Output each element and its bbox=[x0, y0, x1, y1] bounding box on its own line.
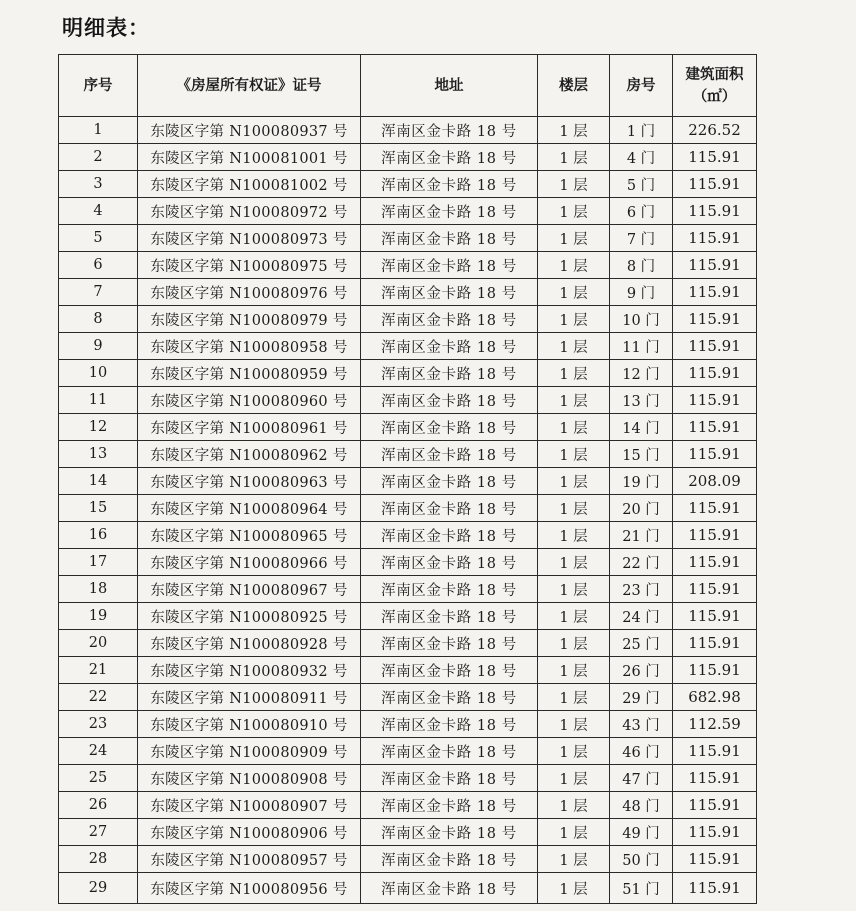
cell-cert: 东陵区字第 N100080960 号 bbox=[138, 387, 361, 414]
cell-room: 4 门 bbox=[610, 144, 673, 171]
cell-floor: 1 层 bbox=[538, 360, 610, 387]
cell-index: 5 bbox=[59, 225, 138, 252]
cell-area: 682.98 bbox=[673, 684, 757, 711]
cell-cert: 东陵区字第 N100080966 号 bbox=[138, 549, 361, 576]
cell-cert: 东陵区字第 N100080963 号 bbox=[138, 468, 361, 495]
cell-area: 115.91 bbox=[673, 279, 757, 306]
cell-index: 16 bbox=[59, 522, 138, 549]
cell-floor: 1 层 bbox=[538, 198, 610, 225]
table-row bbox=[59, 117, 757, 144]
cell-index: 25 bbox=[59, 765, 138, 792]
cell-area: 115.91 bbox=[673, 738, 757, 765]
cell-floor: 1 层 bbox=[538, 252, 610, 279]
cell-cert: 东陵区字第 N100080925 号 bbox=[138, 603, 361, 630]
cell-index: 26 bbox=[59, 792, 138, 819]
cell-room: 15 门 bbox=[610, 441, 673, 468]
cell-address: 浑南区金卡路 18 号 bbox=[361, 414, 538, 441]
cell-floor: 1 层 bbox=[538, 387, 610, 414]
cell-area: 226.52 bbox=[673, 117, 757, 144]
cell-area: 115.91 bbox=[673, 333, 757, 360]
header-floor: 楼层 bbox=[538, 55, 610, 117]
table-row bbox=[59, 279, 757, 306]
cell-room: 5 门 bbox=[610, 171, 673, 198]
cell-floor: 1 层 bbox=[538, 441, 610, 468]
cell-index: 17 bbox=[59, 549, 138, 576]
cell-cert: 东陵区字第 N100080907 号 bbox=[138, 792, 361, 819]
cell-address: 浑南区金卡路 18 号 bbox=[361, 225, 538, 252]
table-row bbox=[59, 225, 757, 252]
cell-room: 1 门 bbox=[610, 117, 673, 144]
cell-floor: 1 层 bbox=[538, 819, 610, 846]
cell-index: 12 bbox=[59, 414, 138, 441]
cell-index: 8 bbox=[59, 306, 138, 333]
cell-area: 115.91 bbox=[673, 846, 757, 873]
cell-floor: 1 层 bbox=[538, 306, 610, 333]
table-row bbox=[59, 171, 757, 198]
cell-room: 50 门 bbox=[610, 846, 673, 873]
cell-address: 浑南区金卡路 18 号 bbox=[361, 738, 538, 765]
cell-area: 115.91 bbox=[673, 792, 757, 819]
cell-index: 29 bbox=[59, 873, 138, 904]
table-row bbox=[59, 657, 757, 684]
cell-area: 115.91 bbox=[673, 576, 757, 603]
table-row bbox=[59, 495, 757, 522]
cell-index: 13 bbox=[59, 441, 138, 468]
table-row bbox=[59, 468, 757, 495]
table-row bbox=[59, 414, 757, 441]
cell-address: 浑南区金卡路 18 号 bbox=[361, 765, 538, 792]
cell-room: 25 门 bbox=[610, 630, 673, 657]
cell-floor: 1 层 bbox=[538, 144, 610, 171]
cell-floor: 1 层 bbox=[538, 549, 610, 576]
cell-area: 208.09 bbox=[673, 468, 757, 495]
cell-address: 浑南区金卡路 18 号 bbox=[361, 252, 538, 279]
cell-address: 浑南区金卡路 18 号 bbox=[361, 171, 538, 198]
cell-floor: 1 层 bbox=[538, 576, 610, 603]
cell-room: 26 门 bbox=[610, 657, 673, 684]
cell-index: 27 bbox=[59, 819, 138, 846]
cell-index: 7 bbox=[59, 279, 138, 306]
cell-area: 115.91 bbox=[673, 360, 757, 387]
cell-floor: 1 层 bbox=[538, 603, 610, 630]
cell-index: 3 bbox=[59, 171, 138, 198]
cell-floor: 1 层 bbox=[538, 522, 610, 549]
header-row bbox=[59, 55, 757, 117]
cell-floor: 1 层 bbox=[538, 738, 610, 765]
table-row bbox=[59, 765, 757, 792]
cell-address: 浑南区金卡路 18 号 bbox=[361, 387, 538, 414]
cell-area: 115.91 bbox=[673, 171, 757, 198]
table-row bbox=[59, 819, 757, 846]
table-row bbox=[59, 792, 757, 819]
cell-cert: 东陵区字第 N100080976 号 bbox=[138, 279, 361, 306]
cell-floor: 1 层 bbox=[538, 414, 610, 441]
cell-area: 115.91 bbox=[673, 414, 757, 441]
cell-address: 浑南区金卡路 18 号 bbox=[361, 657, 538, 684]
cell-room: 19 门 bbox=[610, 468, 673, 495]
cell-room: 43 门 bbox=[610, 711, 673, 738]
cell-address: 浑南区金卡路 18 号 bbox=[361, 522, 538, 549]
table-row bbox=[59, 252, 757, 279]
cell-address: 浑南区金卡路 18 号 bbox=[361, 630, 538, 657]
cell-floor: 1 层 bbox=[538, 117, 610, 144]
cell-address: 浑南区金卡路 18 号 bbox=[361, 711, 538, 738]
table-row bbox=[59, 198, 757, 225]
cell-area: 115.91 bbox=[673, 873, 757, 904]
cell-index: 2 bbox=[59, 144, 138, 171]
cell-room: 13 门 bbox=[610, 387, 673, 414]
header-area-label: 建筑面积 bbox=[685, 66, 744, 83]
cell-cert: 东陵区字第 N100080965 号 bbox=[138, 522, 361, 549]
cell-floor: 1 层 bbox=[538, 684, 610, 711]
page-title: 明细表： bbox=[62, 16, 150, 40]
cell-index: 19 bbox=[59, 603, 138, 630]
cell-cert: 东陵区字第 N100080959 号 bbox=[138, 360, 361, 387]
cell-index: 10 bbox=[59, 360, 138, 387]
cell-address: 浑南区金卡路 18 号 bbox=[361, 495, 538, 522]
cell-floor: 1 层 bbox=[538, 225, 610, 252]
cell-area: 115.91 bbox=[673, 225, 757, 252]
table-row bbox=[59, 144, 757, 171]
cell-address: 浑南区金卡路 18 号 bbox=[361, 198, 538, 225]
cell-address: 浑南区金卡路 18 号 bbox=[361, 792, 538, 819]
cell-floor: 1 层 bbox=[538, 495, 610, 522]
cell-cert: 东陵区字第 N100080979 号 bbox=[138, 306, 361, 333]
cell-floor: 1 层 bbox=[538, 171, 610, 198]
cell-address: 浑南区金卡路 18 号 bbox=[361, 846, 538, 873]
cell-cert: 东陵区字第 N100080957 号 bbox=[138, 846, 361, 873]
cell-area: 115.91 bbox=[673, 495, 757, 522]
table-row bbox=[59, 387, 757, 414]
cell-index: 18 bbox=[59, 576, 138, 603]
table-row bbox=[59, 576, 757, 603]
cell-room: 14 门 bbox=[610, 414, 673, 441]
cell-cert: 东陵区字第 N100080962 号 bbox=[138, 441, 361, 468]
cell-room: 29 门 bbox=[610, 684, 673, 711]
cell-address: 浑南区金卡路 18 号 bbox=[361, 441, 538, 468]
cell-address: 浑南区金卡路 18 号 bbox=[361, 549, 538, 576]
cell-cert: 东陵区字第 N100081002 号 bbox=[138, 171, 361, 198]
cell-index: 11 bbox=[59, 387, 138, 414]
cell-area: 115.91 bbox=[673, 765, 757, 792]
cell-address: 浑南区金卡路 18 号 bbox=[361, 873, 538, 904]
cell-index: 15 bbox=[59, 495, 138, 522]
cell-index: 9 bbox=[59, 333, 138, 360]
cell-cert: 东陵区字第 N100080967 号 bbox=[138, 576, 361, 603]
cell-area: 112.59 bbox=[673, 711, 757, 738]
cell-floor: 1 层 bbox=[538, 630, 610, 657]
table-row bbox=[59, 738, 757, 765]
header-cert: 《房屋所有权证》证号 bbox=[138, 55, 361, 117]
cell-address: 浑南区金卡路 18 号 bbox=[361, 360, 538, 387]
cell-address: 浑南区金卡路 18 号 bbox=[361, 576, 538, 603]
cell-area: 115.91 bbox=[673, 306, 757, 333]
cell-area: 115.91 bbox=[673, 198, 757, 225]
table-row bbox=[59, 684, 757, 711]
cell-cert: 东陵区字第 N100080937 号 bbox=[138, 117, 361, 144]
cell-cert: 东陵区字第 N100080975 号 bbox=[138, 252, 361, 279]
cell-address: 浑南区金卡路 18 号 bbox=[361, 684, 538, 711]
cell-index: 21 bbox=[59, 657, 138, 684]
cell-room: 7 门 bbox=[610, 225, 673, 252]
cell-room: 8 门 bbox=[610, 252, 673, 279]
header-room: 房号 bbox=[610, 55, 673, 117]
cell-cert: 东陵区字第 N100080932 号 bbox=[138, 657, 361, 684]
table-row bbox=[59, 441, 757, 468]
cell-cert: 东陵区字第 N100080972 号 bbox=[138, 198, 361, 225]
cell-room: 48 门 bbox=[610, 792, 673, 819]
cell-room: 12 门 bbox=[610, 360, 673, 387]
cell-cert: 东陵区字第 N100080910 号 bbox=[138, 711, 361, 738]
header-area-unit: （㎡） bbox=[692, 88, 737, 105]
cell-cert: 东陵区字第 N100080909 号 bbox=[138, 738, 361, 765]
table-row bbox=[59, 711, 757, 738]
cell-address: 浑南区金卡路 18 号 bbox=[361, 468, 538, 495]
cell-room: 46 门 bbox=[610, 738, 673, 765]
cell-address: 浑南区金卡路 18 号 bbox=[361, 603, 538, 630]
cell-cert: 东陵区字第 N100080958 号 bbox=[138, 333, 361, 360]
cell-room: 51 门 bbox=[610, 873, 673, 904]
cell-cert: 东陵区字第 N100080906 号 bbox=[138, 819, 361, 846]
cell-floor: 1 层 bbox=[538, 279, 610, 306]
cell-cert: 东陵区字第 N100080928 号 bbox=[138, 630, 361, 657]
cell-index: 14 bbox=[59, 468, 138, 495]
cell-index: 22 bbox=[59, 684, 138, 711]
header-index: 序号 bbox=[59, 55, 138, 117]
cell-address: 浑南区金卡路 18 号 bbox=[361, 333, 538, 360]
cell-index: 28 bbox=[59, 846, 138, 873]
cell-cert: 东陵区字第 N100080911 号 bbox=[138, 684, 361, 711]
cell-floor: 1 层 bbox=[538, 846, 610, 873]
cell-floor: 1 层 bbox=[538, 792, 610, 819]
cell-cert: 东陵区字第 N100081001 号 bbox=[138, 144, 361, 171]
cell-room: 21 门 bbox=[610, 522, 673, 549]
cell-floor: 1 层 bbox=[538, 468, 610, 495]
cell-area: 115.91 bbox=[673, 657, 757, 684]
cell-index: 23 bbox=[59, 711, 138, 738]
cell-room: 49 门 bbox=[610, 819, 673, 846]
table-row bbox=[59, 846, 757, 873]
cell-room: 24 门 bbox=[610, 603, 673, 630]
cell-room: 9 门 bbox=[610, 279, 673, 306]
cell-floor: 1 层 bbox=[538, 765, 610, 792]
cell-area: 115.91 bbox=[673, 819, 757, 846]
table-row bbox=[59, 873, 757, 904]
cell-cert: 东陵区字第 N100080961 号 bbox=[138, 414, 361, 441]
cell-area: 115.91 bbox=[673, 144, 757, 171]
table-row bbox=[59, 522, 757, 549]
cell-room: 6 门 bbox=[610, 198, 673, 225]
cell-index: 1 bbox=[59, 117, 138, 144]
cell-area: 115.91 bbox=[673, 522, 757, 549]
cell-address: 浑南区金卡路 18 号 bbox=[361, 306, 538, 333]
cell-room: 22 门 bbox=[610, 549, 673, 576]
cell-area: 115.91 bbox=[673, 549, 757, 576]
table-row bbox=[59, 360, 757, 387]
cell-area: 115.91 bbox=[673, 441, 757, 468]
header-area bbox=[673, 55, 757, 117]
cell-room: 20 门 bbox=[610, 495, 673, 522]
cell-address: 浑南区金卡路 18 号 bbox=[361, 279, 538, 306]
cell-area: 115.91 bbox=[673, 603, 757, 630]
cell-floor: 1 层 bbox=[538, 711, 610, 738]
table-row bbox=[59, 333, 757, 360]
cell-cert: 东陵区字第 N100080964 号 bbox=[138, 495, 361, 522]
cell-index: 24 bbox=[59, 738, 138, 765]
cell-index: 4 bbox=[59, 198, 138, 225]
cell-cert: 东陵区字第 N100080908 号 bbox=[138, 765, 361, 792]
table-body bbox=[59, 117, 757, 904]
cell-address: 浑南区金卡路 18 号 bbox=[361, 819, 538, 846]
cell-floor: 1 层 bbox=[538, 333, 610, 360]
cell-area: 115.91 bbox=[673, 387, 757, 414]
cell-address: 浑南区金卡路 18 号 bbox=[361, 144, 538, 171]
cell-area: 115.91 bbox=[673, 252, 757, 279]
table-row bbox=[59, 306, 757, 333]
table-header bbox=[59, 55, 757, 117]
cell-index: 20 bbox=[59, 630, 138, 657]
cell-floor: 1 层 bbox=[538, 657, 610, 684]
cell-cert: 东陵区字第 N100080956 号 bbox=[138, 873, 361, 904]
cell-index: 6 bbox=[59, 252, 138, 279]
cell-room: 47 门 bbox=[610, 765, 673, 792]
header-address: 地址 bbox=[361, 55, 538, 117]
table-row bbox=[59, 603, 757, 630]
table-row bbox=[59, 549, 757, 576]
cell-room: 23 门 bbox=[610, 576, 673, 603]
detail-table bbox=[58, 54, 757, 904]
cell-room: 10 门 bbox=[610, 306, 673, 333]
cell-cert: 东陵区字第 N100080973 号 bbox=[138, 225, 361, 252]
cell-area: 115.91 bbox=[673, 630, 757, 657]
cell-room: 11 门 bbox=[610, 333, 673, 360]
cell-address: 浑南区金卡路 18 号 bbox=[361, 117, 538, 144]
cell-floor: 1 层 bbox=[538, 873, 610, 904]
table-row bbox=[59, 630, 757, 657]
